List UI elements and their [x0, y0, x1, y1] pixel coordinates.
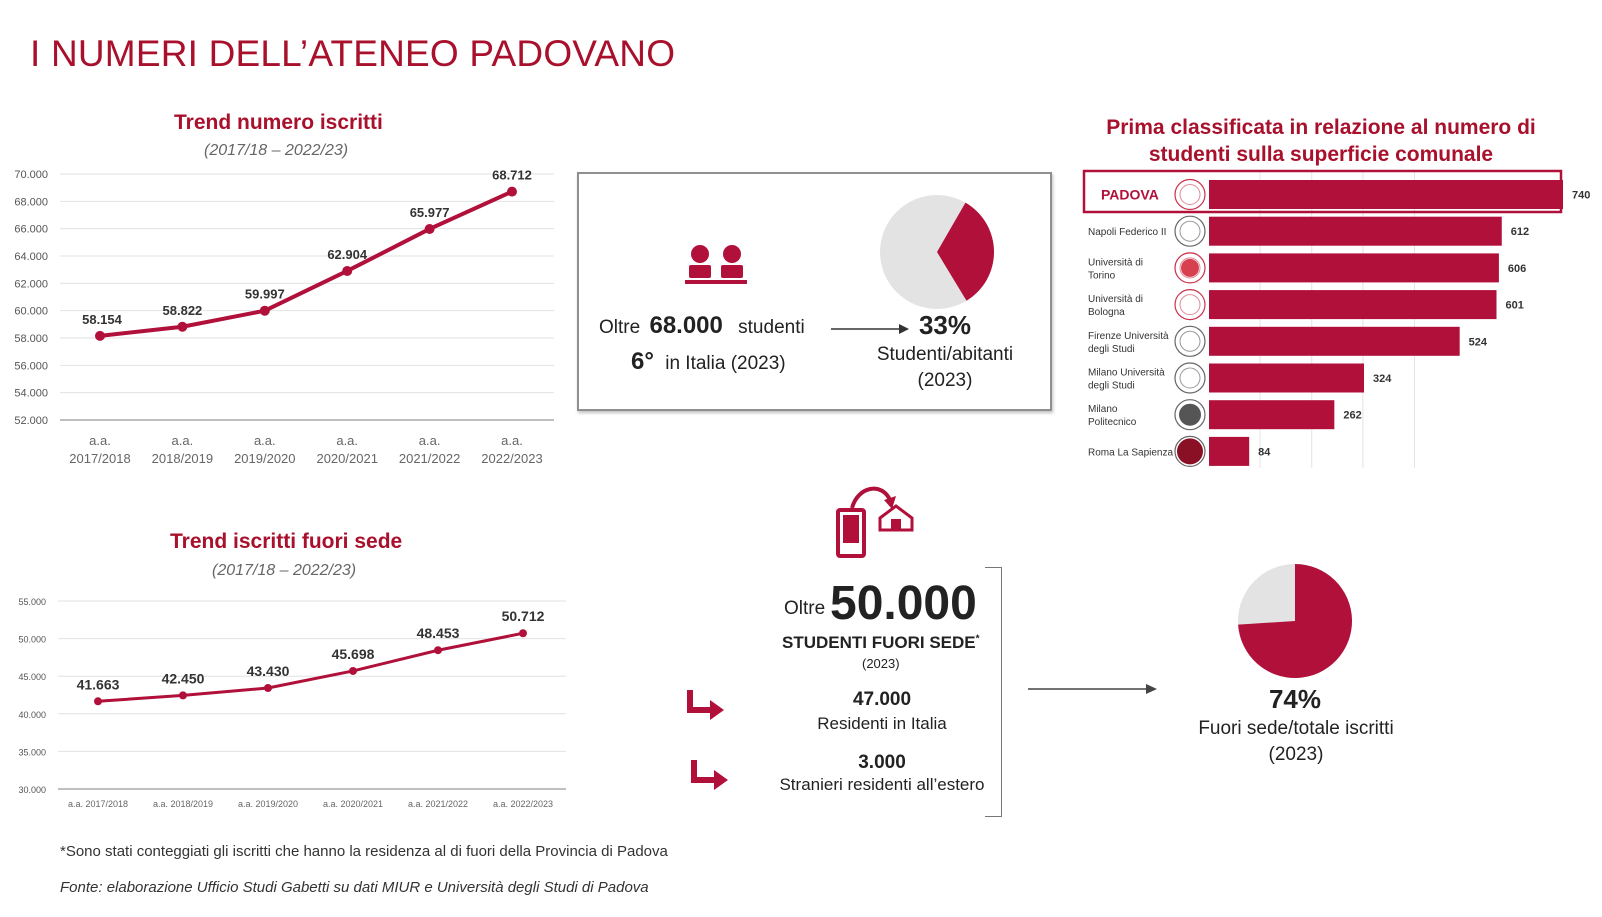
students-suffix: studenti: [738, 317, 805, 338]
data-label: 58.154: [82, 311, 122, 327]
bar: [1209, 400, 1334, 429]
x-tick-label: a.a. 2020/2021: [322, 799, 384, 809]
data-label: 50.712: [501, 608, 545, 625]
y-tick-label: 58.000: [14, 333, 48, 345]
pie1-label: 33%: [918, 310, 972, 340]
data-point: [179, 691, 187, 699]
bracket-divider: [985, 567, 1002, 817]
y-tick-label: 30.000: [18, 785, 46, 795]
category-label: Napoli Federico II: [1088, 227, 1167, 239]
seal-icon: [1175, 436, 1205, 466]
fuori-sede-value: 50.000: [830, 577, 977, 630]
data-label: 59.997: [244, 286, 285, 302]
category-label: degli Studi: [1088, 380, 1135, 392]
category-label: Torino: [1088, 270, 1116, 282]
x-tick-label: a.a. 2022/2023: [492, 799, 554, 809]
y-tick-label: 56.000: [14, 360, 48, 373]
x-tick-label: a.a.: [253, 433, 276, 448]
category-label: Milano Università: [1088, 367, 1165, 379]
chart2-line: [0, 590, 580, 820]
pie2-year: (2023): [1268, 744, 1324, 765]
y-tick-label: 35.000: [18, 747, 46, 758]
data-point: [264, 684, 272, 692]
pie-fuori-sede: [1236, 562, 1354, 680]
bar: [1209, 437, 1249, 466]
x-tick-label: a.a.: [501, 433, 523, 448]
seal-icon: [1175, 216, 1205, 246]
arrow-right-icon: [1028, 682, 1160, 696]
seal-icon: [1175, 290, 1205, 320]
chart2-title: Trend iscritti fuori sede: [170, 530, 403, 553]
category-label: Politecnico: [1088, 417, 1137, 429]
italia-label: Residenti in Italia: [817, 714, 947, 733]
chart1-title: Trend numero iscritti: [174, 111, 383, 134]
bar: [1209, 253, 1499, 282]
footnote: *Sono stati conteggiati gli iscritti che hanno la residenza al di fuori della Provincia di Padova: [60, 843, 668, 860]
category-label: Firenze Università: [1088, 330, 1169, 342]
book-home-icon: [832, 482, 916, 560]
y-tick-label: 40.000: [18, 709, 46, 720]
data-point: [507, 187, 517, 197]
data-point: [434, 646, 442, 654]
fuori-sede-prefix: Oltre: [784, 598, 826, 619]
chart3-title: Prima classificata in relazione al numero di studenti sulla superficie comunale: [1106, 116, 1536, 166]
seal-icon: [1175, 326, 1205, 356]
seal-icon: [1175, 400, 1205, 430]
data-point: [349, 667, 357, 675]
category-label: Milano: [1088, 404, 1118, 416]
bar: [1209, 327, 1460, 356]
arrow-return-icon: [684, 688, 726, 724]
x-tick-label: a.a. 2018/2019: [152, 799, 214, 809]
data-label: 58.822: [162, 302, 203, 318]
data-label: 65.977: [409, 204, 450, 220]
category-label: PADOVA: [1101, 186, 1159, 203]
chart1-line: [0, 160, 570, 480]
y-tick-label: 52.000: [14, 415, 48, 427]
x-tick-label: a.a. 2019/2020: [237, 799, 299, 809]
fuori-sede-year: (2023): [862, 656, 900, 671]
chart2-subtitle: (2017/18 – 2022/23): [212, 562, 357, 579]
x-tick-label: 2017/2018: [69, 451, 131, 466]
pie2-label: 74%: [1268, 684, 1322, 714]
people-icon: [685, 242, 749, 286]
bar-value-label: 612: [1510, 226, 1530, 239]
category-label: Università di: [1088, 257, 1144, 269]
x-tick-label: 2022/2023: [481, 451, 543, 466]
x-tick-label: a.a.: [336, 433, 359, 448]
data-label: 45.698: [331, 645, 375, 662]
rank-text: in Italia (2023): [665, 353, 786, 374]
category-label: Bologna: [1088, 307, 1125, 319]
bar-value-label: 524: [1468, 336, 1488, 349]
x-tick-label: 2019/2020: [234, 451, 296, 466]
bar-value-label: 740: [1572, 189, 1591, 202]
x-tick-label: a.a.: [171, 433, 194, 448]
x-tick-label: a.a.: [418, 433, 441, 448]
bar-value-label: 262: [1343, 409, 1362, 422]
data-point: [177, 322, 187, 332]
y-tick-label: 54.000: [14, 387, 48, 400]
y-tick-label: 45.000: [18, 672, 46, 683]
students-value: 68.000: [649, 312, 723, 339]
data-label: 68.712: [492, 167, 532, 183]
x-tick-label: a.a.: [89, 433, 111, 448]
bar: [1209, 364, 1364, 393]
estero-label: Stranieri residenti all’estero: [779, 775, 985, 794]
y-tick-label: 60.000: [14, 305, 48, 318]
category-label: degli Studi: [1088, 343, 1135, 355]
rank-value: 6°: [631, 348, 654, 375]
arrow-return-icon: [688, 758, 730, 794]
data-point: [519, 629, 527, 637]
data-label: 41.663: [76, 676, 120, 693]
bar-value-label: 601: [1505, 299, 1524, 312]
x-tick-label: a.a. 2021/2022: [407, 799, 469, 809]
series-line: [98, 633, 523, 701]
fuori-sede-label: [782, 633, 980, 653]
fuori-sede-label-text: STUDENTI FUORI SEDE: [782, 633, 976, 652]
chart3-bar: [1080, 168, 1591, 473]
bar: [1209, 217, 1502, 246]
y-tick-label: 64.000: [14, 251, 48, 263]
category-label: Roma La Sapienza: [1088, 447, 1174, 459]
x-tick-label: 2018/2019: [151, 451, 214, 466]
y-tick-label: 55.000: [18, 597, 46, 607]
y-tick-label: 50.000: [18, 634, 46, 645]
pie1-year: (2023): [917, 370, 973, 391]
bar-value-label: 606: [1507, 262, 1527, 275]
data-label: 48.453: [416, 625, 460, 642]
data-point: [94, 697, 102, 705]
seal-icon: [1175, 180, 1205, 210]
chart1-subtitle: (2017/18 – 2022/23): [204, 142, 349, 159]
bar-value-label: 324: [1372, 373, 1392, 385]
estero-value: 3.000: [858, 752, 906, 773]
bar: [1209, 180, 1563, 209]
source-note: Fonte: elaborazione Ufficio Studi Gabetti su dati MIUR e Università degli Studi di Padova: [60, 879, 649, 896]
students-prefix: Oltre: [599, 317, 641, 338]
italia-value: 47.000: [852, 689, 912, 710]
bar-value-label: 84: [1258, 446, 1271, 459]
data-point: [260, 306, 270, 316]
data-point: [425, 224, 435, 234]
category-label: Università di: [1088, 294, 1144, 306]
x-tick-label: 2020/2021: [316, 451, 378, 466]
x-tick-label: 2021/2022: [398, 451, 461, 466]
x-tick-label: a.a. 2017/2018: [67, 799, 129, 809]
page-title: I NUMERI DELL’ATENEO PADOVANO: [30, 33, 676, 74]
y-tick-label: 70.000: [14, 169, 48, 181]
data-label: 42.450: [161, 670, 205, 687]
y-tick-label: 68.000: [14, 196, 48, 209]
data-point: [95, 331, 105, 341]
bar: [1209, 290, 1497, 319]
fuori-sede-star: *: [975, 633, 980, 645]
y-tick-label: 62.000: [14, 278, 48, 291]
data-label: 43.430: [246, 663, 290, 680]
rank-line: [631, 348, 786, 376]
pie2-caption: Fuori sede/totale iscritti: [1198, 718, 1394, 739]
seal-icon: [1175, 363, 1205, 393]
pie-studenti-abitanti: [879, 194, 995, 310]
y-tick-label: 66.000: [14, 223, 48, 236]
data-point: [342, 266, 352, 276]
students-line: [599, 312, 805, 340]
seal-icon: [1175, 253, 1205, 283]
pie1-caption: Studenti/abitanti: [876, 344, 1014, 365]
students-box: [577, 172, 1052, 411]
data-label: 62.904: [327, 246, 368, 262]
